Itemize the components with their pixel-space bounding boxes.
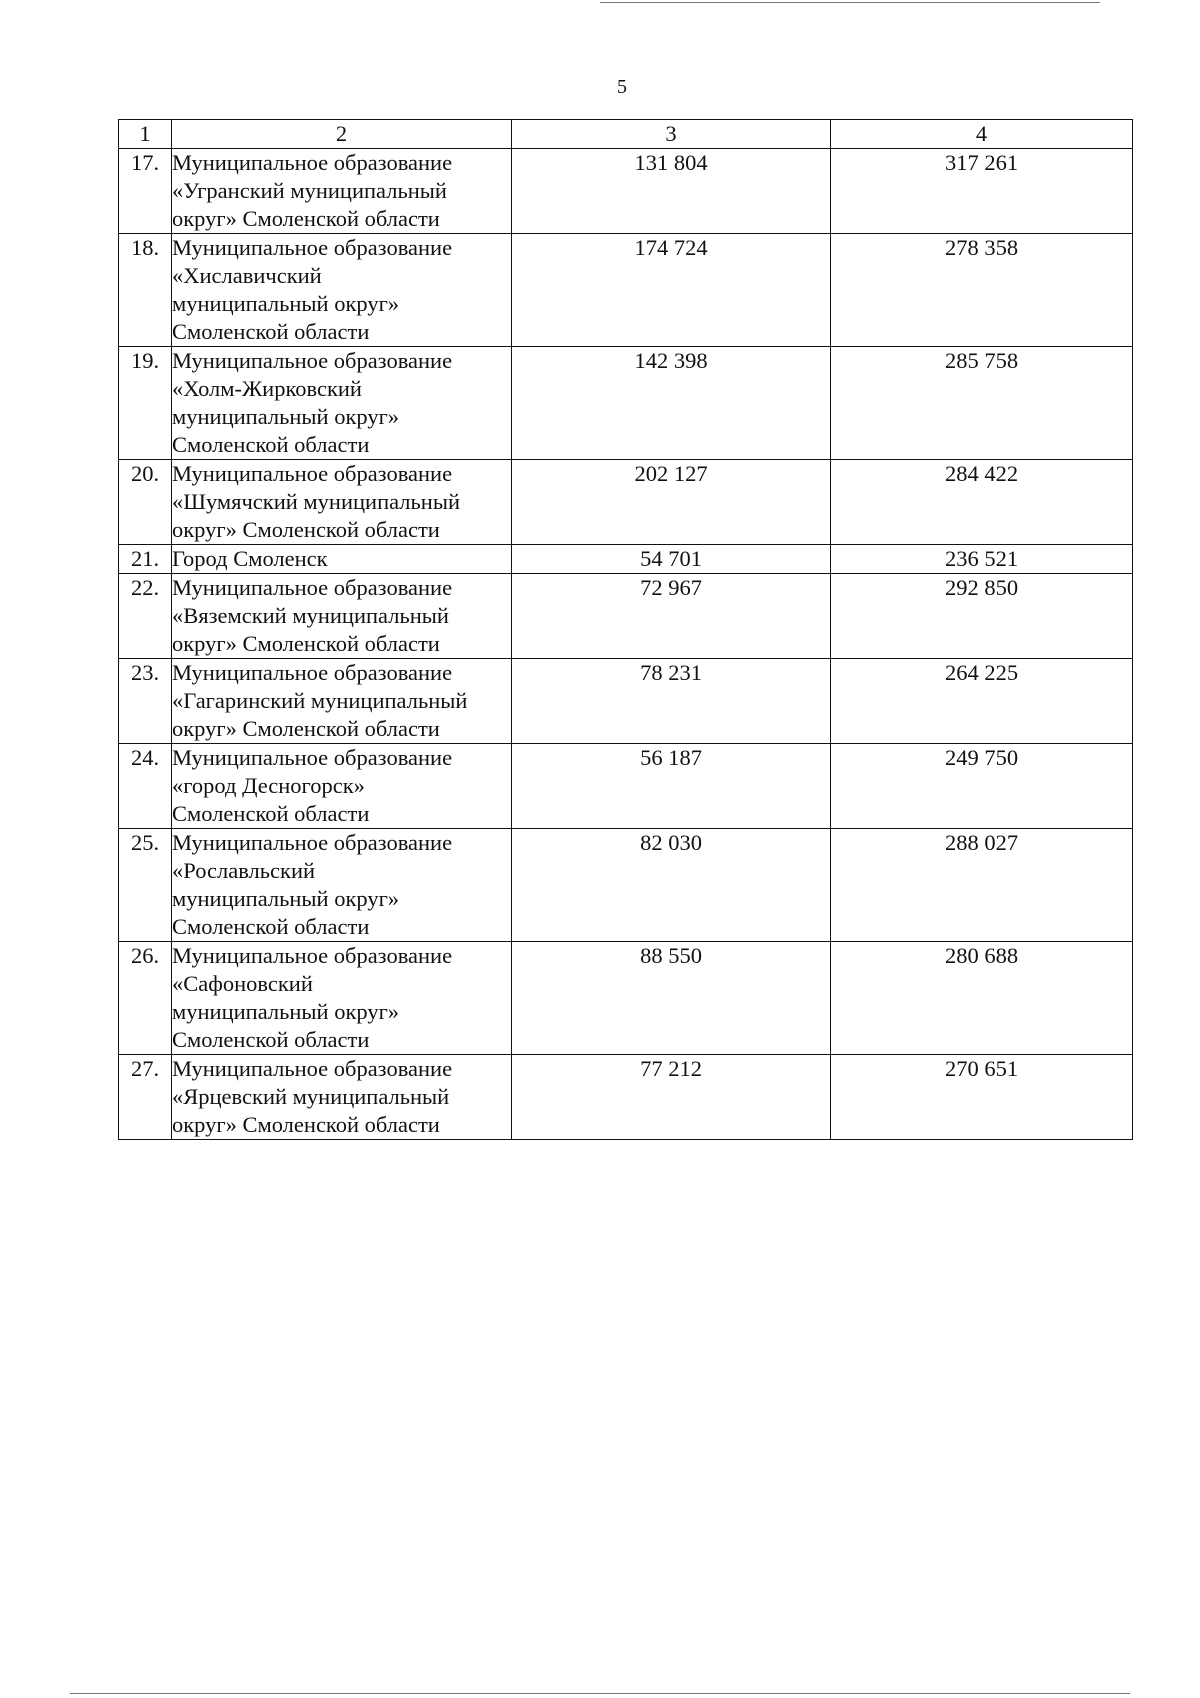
row-number: 18. xyxy=(119,234,172,347)
row-name: Муниципальное образование «Холм-Жирковский муниципальный округ» Смоленской области xyxy=(172,347,512,460)
column-header: 1 xyxy=(119,120,172,149)
row-value-col3: 78 231 xyxy=(512,659,831,744)
row-name: Город Смоленск xyxy=(172,545,512,574)
row-value-col4: 292 850 xyxy=(831,574,1133,659)
row-value-col3: 142 398 xyxy=(512,347,831,460)
row-number: 20. xyxy=(119,460,172,545)
table-row xyxy=(119,149,1133,234)
row-value-col4: 288 027 xyxy=(831,829,1133,942)
row-value-col4: 280 688 xyxy=(831,942,1133,1055)
scan-edge-top xyxy=(600,2,1100,3)
column-header: 4 xyxy=(831,120,1133,149)
row-number: 27. xyxy=(119,1055,172,1140)
row-number: 25. xyxy=(119,829,172,942)
table-row xyxy=(119,744,1133,829)
row-number: 26. xyxy=(119,942,172,1055)
row-number: 22. xyxy=(119,574,172,659)
row-name: Муниципальное образование «Шумячский муниципальный округ» Смоленской области xyxy=(172,460,512,545)
row-value-col4: 278 358 xyxy=(831,234,1133,347)
column-header: 2 xyxy=(172,120,512,149)
table-row xyxy=(119,942,1133,1055)
row-value-col3: 77 212 xyxy=(512,1055,831,1140)
row-number: 17. xyxy=(119,149,172,234)
row-name: Муниципальное образование «город Десногорск» Смоленской области xyxy=(172,744,512,829)
row-name: Муниципальное образование «Угранский муниципальный округ» Смоленской области xyxy=(172,149,512,234)
row-value-col3: 88 550 xyxy=(512,942,831,1055)
table-row xyxy=(119,234,1133,347)
table-row xyxy=(119,460,1133,545)
table-row xyxy=(119,574,1133,659)
row-name: Муниципальное образование «Сафоновский муниципальный округ» Смоленской области xyxy=(172,942,512,1055)
row-value-col3: 174 724 xyxy=(512,234,831,347)
row-value-col4: 284 422 xyxy=(831,460,1133,545)
page-number: 5 xyxy=(617,76,627,98)
table-header-row xyxy=(119,120,1133,149)
row-name: Муниципальное образование «Ярцевский муниципальный округ» Смоленской области xyxy=(172,1055,512,1140)
table-row xyxy=(119,347,1133,460)
row-name: Муниципальное образование «Хиславичский муниципальный округ» Смоленской области xyxy=(172,234,512,347)
row-value-col4: 249 750 xyxy=(831,744,1133,829)
row-name: Муниципальное образование «Вяземский муниципальный округ» Смоленской области xyxy=(172,574,512,659)
table-row xyxy=(119,659,1133,744)
row-number: 24. xyxy=(119,744,172,829)
scan-edge-bottom xyxy=(70,1693,1130,1694)
row-value-col4: 317 261 xyxy=(831,149,1133,234)
row-value-col3: 54 701 xyxy=(512,545,831,574)
column-header: 3 xyxy=(512,120,831,149)
table-row xyxy=(119,545,1133,574)
row-name: Муниципальное образование «Рославльский муниципальный округ» Смоленской области xyxy=(172,829,512,942)
row-number: 19. xyxy=(119,347,172,460)
row-value-col3: 131 804 xyxy=(512,149,831,234)
table-row xyxy=(119,1055,1133,1140)
row-value-col4: 236 521 xyxy=(831,545,1133,574)
data-table xyxy=(118,119,1133,1140)
row-value-col4: 264 225 xyxy=(831,659,1133,744)
table-row xyxy=(119,829,1133,942)
row-value-col3: 82 030 xyxy=(512,829,831,942)
row-value-col3: 56 187 xyxy=(512,744,831,829)
row-name: Муниципальное образование «Гагаринский муниципальный округ» Смоленской области xyxy=(172,659,512,744)
row-value-col3: 202 127 xyxy=(512,460,831,545)
row-number: 23. xyxy=(119,659,172,744)
row-value-col3: 72 967 xyxy=(512,574,831,659)
row-value-col4: 270 651 xyxy=(831,1055,1133,1140)
row-value-col4: 285 758 xyxy=(831,347,1133,460)
row-number: 21. xyxy=(119,545,172,574)
